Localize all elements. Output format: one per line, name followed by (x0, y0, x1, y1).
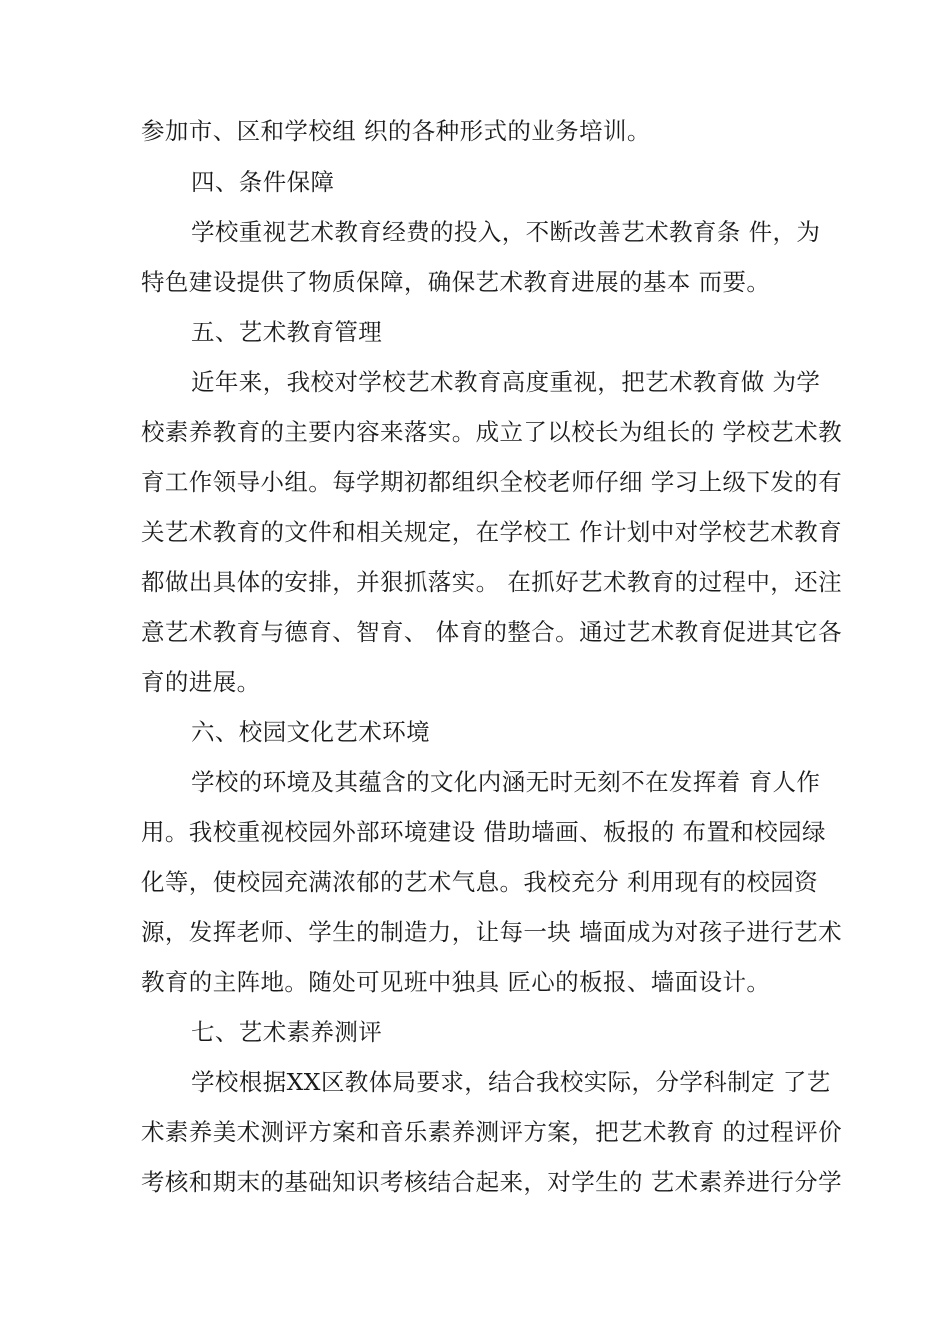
body-text-line: 都做出具体的安排，并狠抓落实。 在抓好艺术教育的过程中，还注 (141, 568, 842, 596)
body-text-line: 术素养美术测评方案和音乐素养测评方案，把艺术教育 的过程评价 (141, 1118, 842, 1146)
body-text-line: 育的进展。 (141, 668, 261, 696)
body-text-line: 参加市、区和学校组 织的各种形式的业务培训。 (141, 117, 651, 145)
body-text-line: 校素养教育的主要内容来落实。成立了以校长为组长的 学校艺术教 (141, 418, 842, 446)
paragraph-first-line: 学校重视艺术教育经费的投入，不断改善艺术教育条 件，为 (191, 218, 821, 246)
section-heading: 四、条件保障 (191, 168, 335, 196)
body-text-line: 教育的主阵地。随处可见班中独具 匠心的板报、墙面设计。 (141, 968, 771, 996)
body-text-line: 意艺术教育与德育、智育、 体育的整合。通过艺术教育促进其它各 (141, 618, 842, 646)
body-text-line: 用。我校重视校园外部环境建设 借助墙画、板报的 布置和校园绿 (141, 818, 826, 846)
section-heading: 五、艺术教育管理 (191, 318, 383, 346)
section-heading: 六、校园文化艺术环境 (191, 718, 430, 746)
paragraph-first-line: 学校根据XX区教体局要求，结合我校实际，分学科制定 了艺 (191, 1068, 831, 1096)
body-text-line: 化等，使校园充满浓郁的艺术气息。我校充分 利用现有的校园资 (141, 868, 819, 896)
body-text-line: 源，发挥老师、学生的制造力，让每一块 墙面成为对孩子进行艺术 (141, 918, 842, 946)
paragraph-first-line: 近年来，我校对学校艺术教育高度重视，把艺术教育做 为学 (191, 368, 821, 396)
section-heading: 七、艺术素养测评 (191, 1018, 383, 1046)
paragraph-first-line: 学校的环境及其蕴含的文化内涵无时无刻不在发挥着 育人作 (191, 768, 821, 796)
body-text-line: 育工作领导小组。每学期初都组织全校老师仔细 学习上级下发的有 (141, 468, 842, 496)
body-text-line: 特色建设提供了物质保障，确保艺术教育进展的基本 而要。 (141, 268, 771, 296)
body-text-line: 考核和期末的基础知识考核结合起来，对学生的 艺术素养进行分学 (141, 1168, 842, 1196)
body-text-line: 关艺术教育的文件和相关规定，在学校工 作计划中对学校艺术教育 (141, 518, 842, 546)
